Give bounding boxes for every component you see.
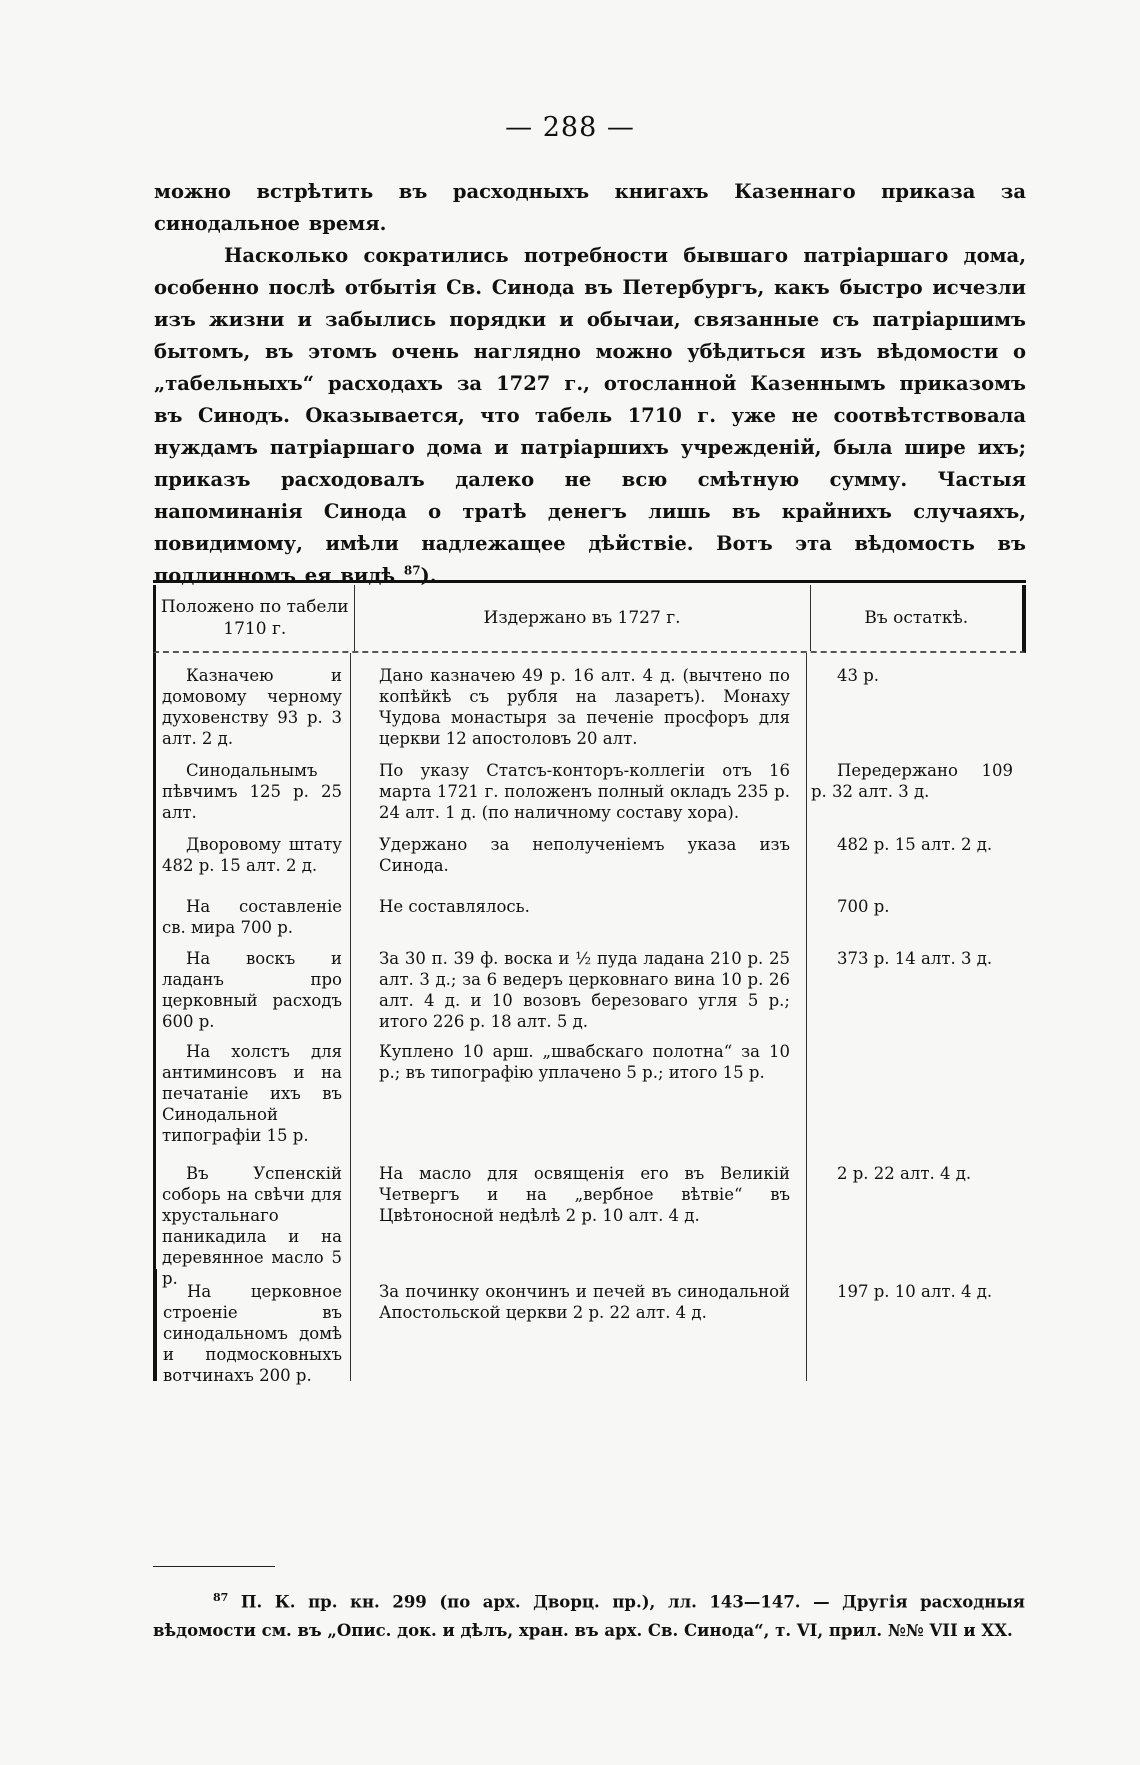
table-row [153, 1151, 1026, 1288]
spent-cell-text: За починку окончинъ и печей въ синодальной Апостольской церкви 2 р. 22 алт. 4 д. [379, 1282, 790, 1322]
remainder-cell [807, 1269, 1019, 1381]
remainder-cell [807, 748, 1019, 822]
allotted-cell-text: Въ Успенскій соборь на свѣчи для хрустальнаго паникадила и на деревянное масло 5 р. [162, 1164, 342, 1288]
allotted-cell-text: Казначею и домовому черному духовенству 93 р. 3 алт. 2 д. [162, 666, 342, 748]
allotted-cell [153, 1269, 351, 1385]
allotted-cell-text: На воскъ и ладанъ про церковный расходъ 600 р. [162, 949, 342, 1031]
footnote [153, 1584, 1025, 1645]
allotted-cell-text: Синодальнымъ пѣвчимъ 125 р. 25 алт. [162, 761, 342, 822]
spent-cell-text: Дано казначею 49 р. 16 алт. 4 д. (вычтено по копѣйкѣ съ рубля на лазаретъ). Монаху Чудова монастыря за печеніе просфоръ для церкви 12 апостоловъ 20 алт. [379, 666, 790, 748]
remainder-cell-text: 700 р. [837, 897, 890, 916]
spent-cell [351, 1029, 807, 1151]
paragraph-1: можно встрѣтить въ расходныхъ книгахъ Казеннаго приказа за синодальное время. [154, 180, 1026, 235]
spent-cell-text: На масло для освященія его въ Великій Четвергъ и на „вербное вѣтвіе“ въ Цвѣтоносной недѣлѣ 2 р. 10 алт. 4 д. [379, 1164, 790, 1225]
table-row [153, 1029, 1026, 1151]
allotted-cell-text: На церковное строеніе въ синодальномъ домѣ и подмосковныхъ вотчинахъ 200 р. [163, 1282, 342, 1385]
remainder-cell [807, 936, 1019, 1029]
footnote-text: П. К. пр. кн. 299 (по арх. Дворц. пр.), лл. 143—147. — Другія расходныя вѣдомости см. въ „Опис. док. и дѣлъ, хран. въ арх. Св. Синода“, т. VI, прил. №№ VII и XX. [153, 1592, 1026, 1640]
spent-cell-text: Удержано за неполученіемъ указа изъ Синода. [379, 835, 790, 875]
table-row [153, 653, 1026, 748]
allotted-cell [153, 884, 351, 936]
table-row [153, 748, 1026, 822]
footnote-divider [153, 1566, 275, 1567]
page-number: — 288 — [505, 112, 635, 143]
spent-cell [351, 884, 807, 936]
spent-cell [351, 653, 807, 748]
remainder-cell-text: 43 р. [837, 666, 880, 685]
paragraph-2-tail: ). [420, 564, 437, 587]
allotted-cell [153, 653, 351, 748]
remainder-cell [807, 884, 1019, 936]
table-header-row [153, 585, 1026, 653]
allotted-cell [153, 822, 351, 884]
spent-cell [351, 822, 807, 884]
paragraph-2-text: Насколько сократились потребности бывшаго патріаршаго дома, особенно послѣ отбытія Св. Синода въ Петербургъ, какъ быстро исчезли изъ жизни и забылись порядки и обычаи, связанные съ патріаршимъ бытомъ, въ этомъ очень наглядно можно убѣдиться изъ вѣдомости о „табельныхъ“ расходахъ за 1727 г., отосланной Казеннымъ приказомъ въ Синодъ. Оказывается, что табель 1710 г. уже не соотвѣтствовала нуждамъ патріаршаго дома и патріаршихъ учрежденій, была шире ихъ; приказъ расходовалъ далеко не всю смѣтную сумму. Частыя напоминанія Синода о тратѣ денегъ лишь въ крайнихъ случаяхъ, повидимому, имѣли надлежащее дѣйствіе. Вотъ эта вѣдомость въ подлинномъ ея видѣ [154, 244, 1026, 587]
table-body [153, 653, 1026, 1385]
spent-cell [351, 1269, 807, 1381]
remainder-cell [807, 822, 1019, 884]
remainder-cell-text: 373 р. 14 алт. 3 д. [837, 949, 993, 968]
spent-cell [351, 1151, 807, 1269]
remainder-cell [807, 1029, 1019, 1151]
allotted-cell-text: Дворовому штату 482 р. 15 алт. 2 д. [162, 835, 342, 875]
footnote-marker: 87 [213, 1591, 229, 1604]
spent-cell-text: Не составлялось. [379, 897, 530, 916]
expense-ledger-table [153, 580, 1026, 1385]
remainder-cell [807, 1151, 1019, 1269]
allotted-cell-text: На составленіе св. мира 700 р. [162, 897, 342, 937]
remainder-cell-text: 482 р. 15 алт. 2 д. [837, 835, 993, 854]
allotted-cell [153, 748, 351, 822]
remainder-cell [807, 653, 1019, 748]
spent-cell-text: Куплено 10 арш. „швабскаго полотна“ за 10 р.; въ типографію уплачено 5 р.; итого 15 р. [379, 1042, 790, 1082]
header-spent: Издержано въ 1727 г. [355, 585, 811, 651]
allotted-cell [153, 1029, 351, 1151]
footnote-reference: 87 [403, 563, 421, 578]
header-allotted: Положено по табели 1710 г. [156, 585, 355, 651]
allotted-cell-text: На холстъ для антиминсовъ и на печатаніе ихъ въ Синодальной типографіи 15 р. [162, 1042, 342, 1145]
spent-cell [351, 748, 807, 822]
remainder-cell-text: Передержано 109 р. 32 алт. 3 д. [811, 761, 1013, 801]
table-row [153, 822, 1026, 884]
spent-cell-text: За 30 п. 39 ф. воска и ½ пуда ладана 210 р. 25 алт. 3 д.; за 6 ведеръ церковнаго вина 10 р. 26 алт. 4 д. и 10 возовъ березоваго угля 5 р.; итого 226 р. 18 алт. 5 д. [379, 949, 790, 1031]
paragraph-2 [154, 240, 1026, 592]
remainder-cell-text: 197 р. 10 алт. 4 д. [837, 1282, 993, 1301]
header-remainder: Въ остаткѣ. [864, 608, 969, 628]
body-text [154, 176, 1026, 592]
spent-cell [351, 936, 807, 1029]
table-row [153, 936, 1026, 1029]
table-row [153, 884, 1026, 936]
remainder-cell-text: 2 р. 22 алт. 4 д. [837, 1164, 972, 1183]
allotted-cell [153, 936, 351, 1029]
table-row [153, 1269, 1026, 1385]
allotted-cell [153, 1151, 351, 1288]
spent-cell-text: По указу Статсъ-конторъ-коллегіи отъ 16 марта 1721 г. положенъ полный окладъ 235 р. 24 алт. 1 д. (по наличному составу хора). [379, 761, 790, 822]
